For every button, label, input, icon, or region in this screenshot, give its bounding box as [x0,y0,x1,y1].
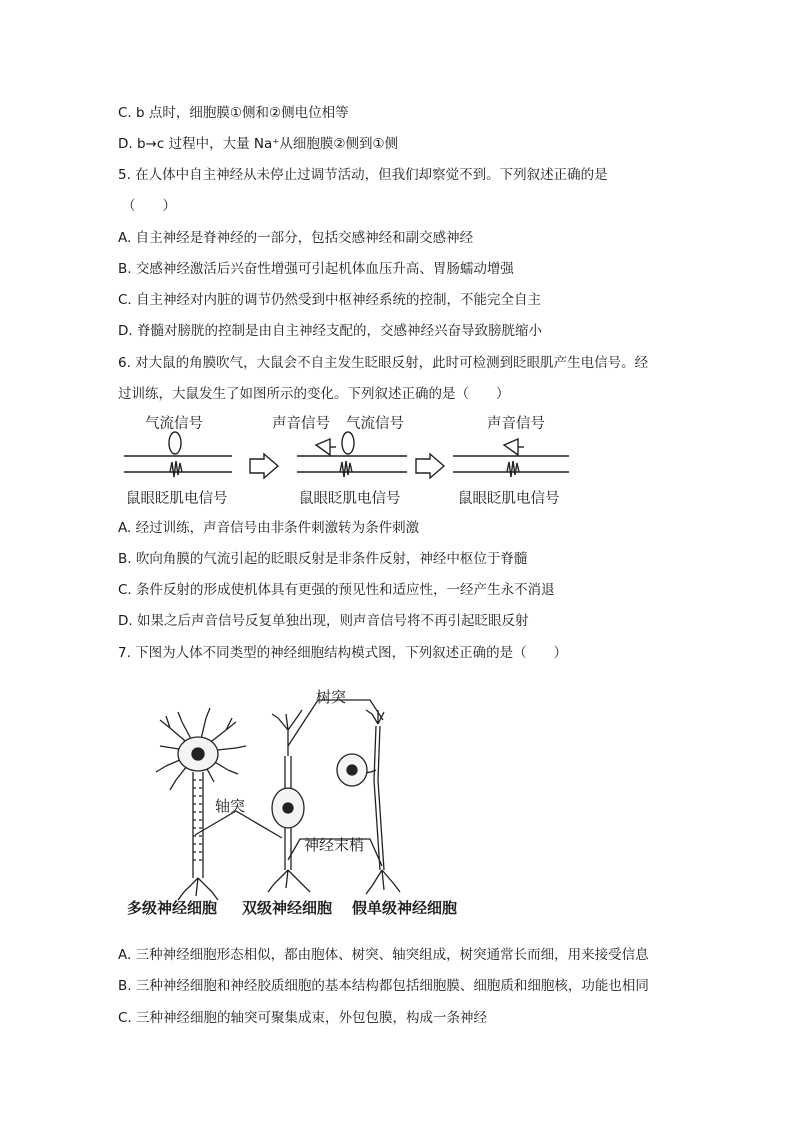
neuron-diagram-svg [0,670,794,910]
q7-option-b: B. 三种神经细胞和神经胶质细胞的基本结构都包括细胞膜、细胞质和细胞核，功能也相同 [118,978,649,994]
bipolar-caption: 双级神经细胞 [242,899,333,917]
multipolar-caption: 多级神经细胞 [127,899,218,917]
sound-signal-label-3: 声音信号 [487,416,545,432]
speaker-icon-2 [316,439,330,455]
emg-label-1: 鼠眼眨肌电信号 [126,491,228,507]
pseudounipolar-neuron [337,710,400,894]
right-arrow-icon-1 [250,454,278,478]
pseudounipolar-caption: 假单级神经细胞 [352,899,458,917]
dendrite-label: 树突 [316,688,347,706]
sound-signal-label-2: 声音信号 [272,416,330,432]
airflow-icon [169,432,181,454]
speaker-icon-3 [504,439,518,455]
bipolar-neuron [268,710,310,892]
nerve-ending-label: 神经末梢 [304,836,365,854]
panel-3-conditioned [453,439,569,477]
q7-stem: 7. 下图为人体不同类型的神经细胞结构模式图，下列叙述正确的是（ ） [118,645,568,661]
q6-option-b: B. 吹向角膜的气流引起的眨眼反射是非条件反射，神经中枢位于脊髓 [118,551,528,567]
panel-1-unconditioned [124,432,232,477]
emg-spike-icon-2 [340,461,352,477]
q6-stem-line1: 6. 对大鼠的角膜吹气，大鼠会不自主发生眨眼反射，此时可检测到眨眼肌产生电信号。经 [118,355,649,371]
q4-option-c: C. b 点时，细胞膜①侧和②侧电位相等 [118,105,349,121]
conditioning-diagram-svg [0,425,794,525]
q5-option-c: C. 自主神经对内脏的调节仍然受到中枢神经系统的控制，不能完全自主 [118,292,542,308]
airflow-signal-label-1: 气流信号 [145,416,203,432]
airflow-signal-label-2: 气流信号 [346,416,404,432]
airflow-icon-2 [342,432,354,454]
q6-stem-line2: 过训练，大鼠发生了如图所示的变化。下列叙述正确的是（ ） [118,386,510,402]
q5-option-b: B. 交感神经激活后兴奋性增强可引起机体血压升高、胃肠蠕动增强 [118,261,514,277]
q4-option-d: D. b→c 过程中，大量 Na⁺从细胞膜②侧到①侧 [118,136,399,152]
q7-option-a: A. 三种神经细胞形态相似，都由胞体、树突、轴突组成，树突通常长而细，用来接受信息 [118,947,649,963]
q6-option-a: A. 经过训练，声音信号由非条件刺激转为条件刺激 [118,520,420,536]
emg-spike-icon-3 [507,461,519,477]
axon-label: 轴突 [215,797,246,815]
emg-spike-icon [170,461,182,477]
q6-option-c: C. 条件反射的形成使机体具有更强的预见性和适应性，一经产生永不消退 [118,582,555,598]
q5-option-a: A. 自主神经是脊神经的一部分，包括交感神经和副交感神经 [118,230,474,246]
right-arrow-icon-2 [416,454,444,478]
q5-stem: 5. 在人体中自主神经从未停止过调节活动，但我们却察觉不到。下列叙述正确的是 [118,167,608,183]
q5-option-d: D. 脊髓对膀胱的控制是由自主神经支配的，交感神经兴奋导致膀胱缩小 [118,323,542,339]
q6-option-d: D. 如果之后声音信号反复单独出现，则声音信号将不再引起眨眼反射 [118,613,529,629]
emg-label-3: 鼠眼眨肌电信号 [458,491,560,507]
q5-answer-paren: （ ） [122,198,176,214]
emg-label-2: 鼠眼眨肌电信号 [299,491,401,507]
panel-2-pairing [297,432,407,477]
q7-option-c: C. 三种神经细胞的轴突可聚集成束，外包包膜，构成一条神经 [118,1010,488,1026]
